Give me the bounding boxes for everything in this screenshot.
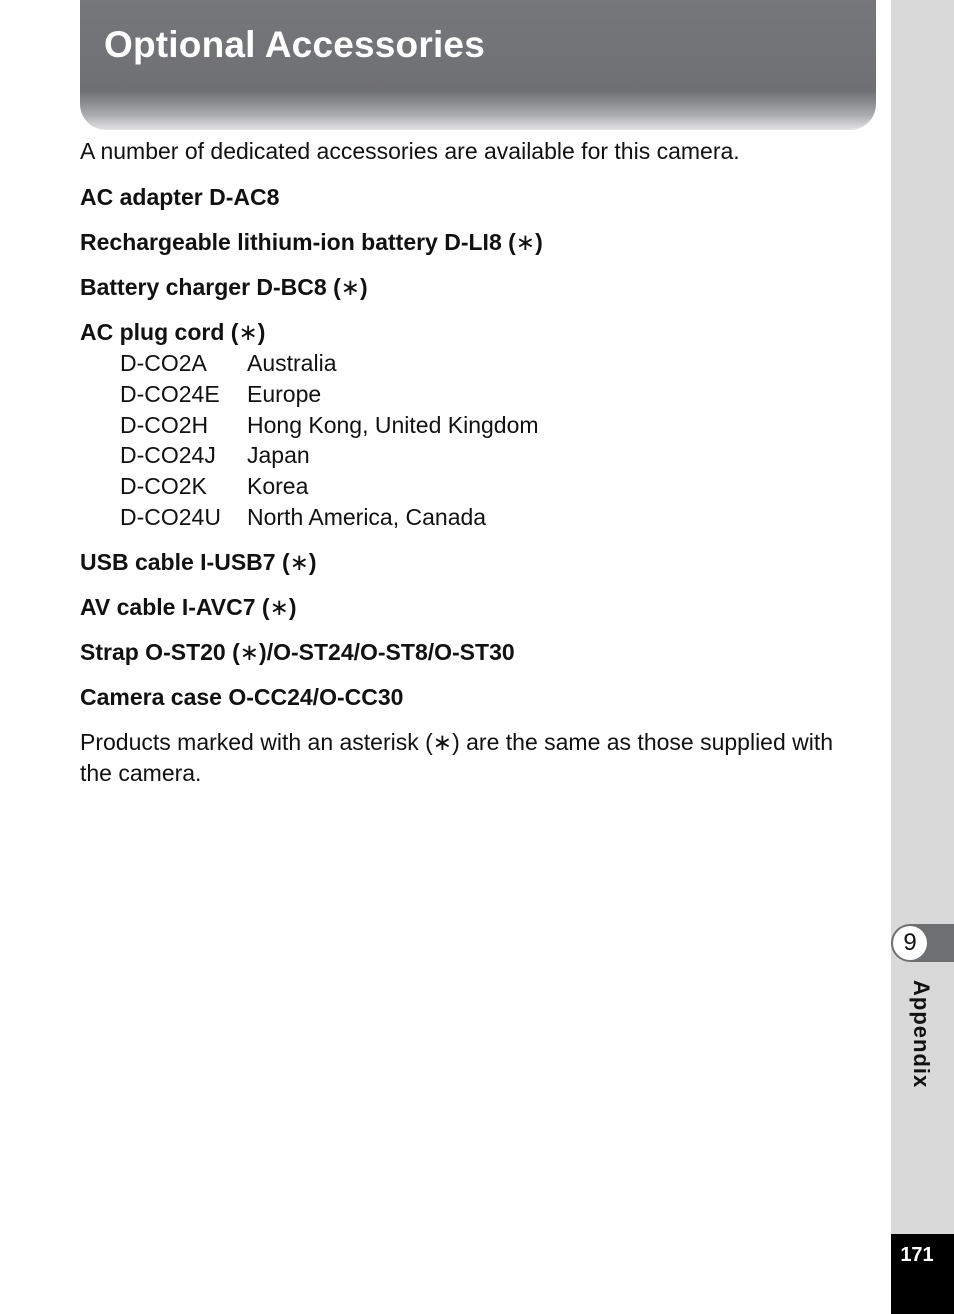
page-header [80, 0, 876, 130]
chapter-number: 9 [893, 926, 927, 960]
asterisk-mark: ∗ [239, 638, 260, 665]
asterisk-mark: ∗ [340, 274, 361, 300]
ac-plug-cord-list [120, 348, 860, 533]
accessory-ac-plug-cord: AC plug cord (∗) [80, 319, 266, 345]
asterisk-mark: ∗ [238, 319, 258, 345]
asterisk-mark: ∗ [269, 593, 289, 620]
list-item: D-CO24E Europe [120, 380, 322, 407]
page-number: 171 [900, 1244, 934, 1266]
accessory-camera-case: Camera case O-CC24/O-CC30 [80, 683, 404, 710]
accessory-ac-adapter: AC adapter D-AC8 [80, 184, 280, 210]
chapter-label: Appendix [909, 980, 934, 1089]
asterisk-note: Products marked with an asterisk (∗) are the same as those supplied with the camera. [80, 728, 834, 786]
asterisk-mark: ∗ [515, 229, 536, 255]
sidebar [891, 0, 954, 1314]
list-item: D-CO2A Australia [120, 350, 337, 376]
page-title: Optional Accessories [104, 24, 485, 65]
accessory-strap: Strap O-ST20 (∗)/O-ST24/O-ST8/O-ST30 [80, 638, 515, 665]
list-item: D-CO24J Japan [120, 442, 310, 469]
list-item: D-CO24U North America, Canada [120, 503, 487, 530]
accessory-battery: Rechargeable lithium-ion battery D-LI8 (∗) [80, 229, 543, 255]
asterisk-mark: ∗ [432, 728, 453, 755]
accessory-av-cable: AV cable I-AVC7 (∗) [80, 593, 297, 620]
asterisk-mark: ∗ [289, 548, 309, 575]
page-number-box [891, 1234, 954, 1314]
main-content [80, 136, 860, 789]
accessory-charger: Battery charger D-BC8 (∗) [80, 274, 368, 300]
accessory-usb-cable: USB cable I-USB7 (∗) [80, 548, 317, 575]
list-item: D-CO2H Hong Kong, United Kingdom [120, 411, 539, 438]
intro-text: A number of dedicated accessories are available for this camera. [80, 138, 740, 164]
list-item: D-CO2K Korea [120, 473, 309, 500]
